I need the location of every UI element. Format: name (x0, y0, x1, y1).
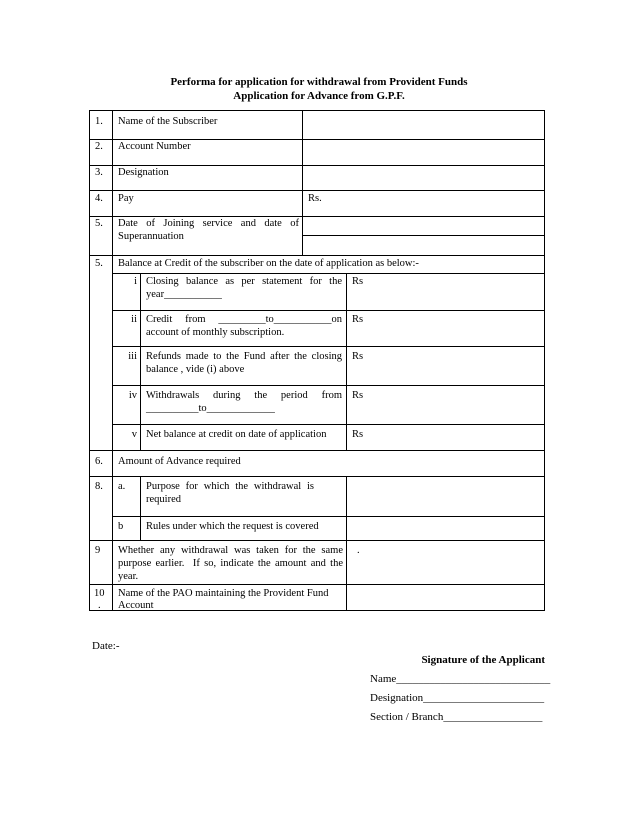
row10-number-dot: . (98, 600, 101, 611)
closing-balance-field[interactable]: Rs (352, 276, 364, 287)
row10-line2: Account (118, 600, 154, 611)
form-title: Performa for application for withdrawal from Provident Funds (170, 76, 468, 88)
advance-amount-field[interactable] (347, 451, 544, 476)
table-border-bottom (89, 610, 545, 611)
item-i-line2: year___________ (146, 289, 222, 300)
row9-number: 9 (95, 545, 101, 556)
applicant-designation-line[interactable]: Designation______________________ (370, 692, 545, 704)
applicant-name-line[interactable]: Name____________________________ (370, 673, 551, 685)
form-subtitle: Application for Advance from G.P.F. (233, 90, 405, 102)
item-i-line1: Closing balance as per statement for the (146, 276, 342, 287)
row4-number: 4. (95, 193, 103, 204)
row5a-label-line1: Date of Joining service and date of (118, 218, 299, 229)
row5a-label-line2: Superannuation (118, 231, 184, 242)
row-line (112, 310, 545, 311)
row-line (112, 273, 545, 274)
refunds-field[interactable]: Rs (352, 351, 364, 362)
item-v-number: v (131, 429, 137, 440)
signature-label: Signature of the Applicant (421, 654, 545, 666)
row9-line2: purpose earlier. If so, indicate the amount and the (118, 558, 343, 569)
purpose-field[interactable] (347, 477, 544, 516)
item-ii-line2: account of monthly subscription. (146, 327, 285, 338)
item-iv-number: iv (128, 390, 137, 401)
row-line (112, 385, 545, 386)
rules-field[interactable] (347, 517, 544, 540)
application-table (89, 110, 545, 611)
row1-label: Name of the Subscriber (118, 116, 218, 127)
row8a-number: a. (118, 481, 126, 492)
row5b-label: Balance at Credit of the subscriber on the date of application as below:- (118, 258, 419, 269)
row6-label: Amount of Advance required (118, 456, 241, 467)
row2-number: 2. (95, 141, 103, 152)
row2-label: Account Number (118, 141, 191, 152)
item-iii-number: iii (128, 351, 137, 362)
subscriber-name-field[interactable] (303, 111, 544, 139)
pao-name-field[interactable] (347, 585, 544, 610)
sub-number-divider (140, 273, 141, 450)
row8a-line1: Purpose for which the withdrawal is (146, 481, 314, 492)
row-line (89, 255, 545, 256)
row1-number: 1. (95, 116, 103, 127)
row10-number: 10 (94, 588, 105, 599)
row3-label: Designation (118, 167, 169, 178)
table-border-right (544, 110, 545, 611)
item-iii-line2: balance , vide (i) above (146, 364, 245, 375)
row10-line1: Name of the PAO maintaining the Provident Fund (118, 588, 329, 599)
item-iv-line1: Withdrawals during the period from (146, 390, 342, 401)
item-i-number: i (134, 276, 137, 287)
row4-label: Pay (118, 193, 134, 204)
row-line (112, 346, 545, 347)
item-iv-line2: __________to_____________ (146, 403, 275, 414)
row9-line3: year. (118, 571, 139, 582)
item-v-line1: Net balance at credit on date of application (146, 429, 327, 440)
row-line (89, 190, 545, 191)
table-border-left (89, 110, 90, 611)
item-ii-line1: Credit from _________to___________on (146, 314, 342, 325)
date-label: Date:- (92, 640, 120, 652)
applicant-section-line[interactable]: Section / Branch__________________ (370, 711, 543, 723)
row5b-number: 5. (95, 258, 103, 269)
row8b-number: b (118, 521, 124, 532)
row8a-line2: required (146, 494, 181, 505)
row-line (112, 424, 545, 425)
row6-number: 6. (95, 456, 103, 467)
row-line (89, 540, 545, 541)
row9-line1: Whether any withdrawal was taken for the same (118, 545, 343, 556)
row8b-label: Rules under which the request is covered (146, 521, 319, 532)
withdrawals-field[interactable]: Rs (352, 390, 364, 401)
pay-field[interactable]: Rs. (308, 193, 322, 204)
monthly-credit-field[interactable]: Rs (352, 314, 364, 325)
row3-number: 3. (95, 167, 103, 178)
item-iii-line1: Refunds made to the Fund after the closing (146, 351, 342, 362)
sub-value-divider (346, 273, 347, 450)
previous-withdrawal-field[interactable]: . (357, 545, 360, 556)
row8-number: 8. (95, 481, 103, 492)
row8-sub-divider (140, 476, 141, 540)
item-ii-number: ii (131, 314, 137, 325)
account-number-field[interactable] (303, 140, 544, 165)
joining-date-field[interactable] (303, 217, 544, 235)
net-balance-field[interactable]: Rs (352, 429, 364, 440)
row5a-number: 5. (95, 218, 103, 229)
superannuation-date-field[interactable] (303, 236, 544, 255)
designation-field[interactable] (303, 166, 544, 190)
